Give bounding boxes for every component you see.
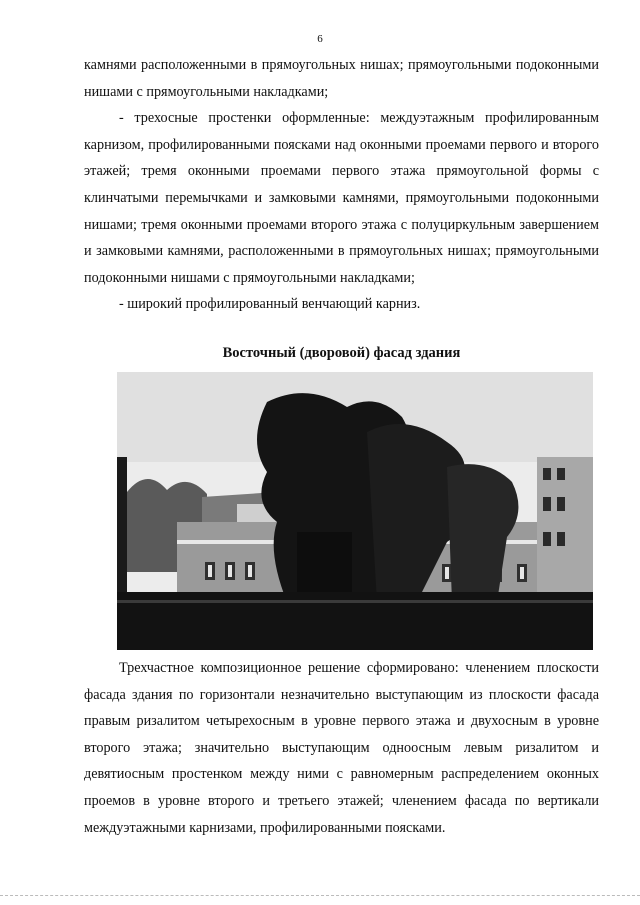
body-text-bottom bbox=[84, 655, 599, 841]
body-text-top bbox=[84, 52, 599, 318]
paragraph-composition: Трехчастное композиционное решение сформировано: членением плоскости фасада здания по горизонтали незначительно выступающим из плоскости фасада правым ризалитом четырехосным в уровне первого этажа и двухосным в уровне второго этажа; значительно выступающим одноосным левым ризалитом и девятиосным простенком между ними с равномерным распределением оконных проемов в уровне второго и третьего этажей; членением фасада по вертикали междуэтажными карнизами, профилированными поясками. bbox=[84, 660, 599, 836]
page-number: 6 bbox=[317, 33, 323, 45]
paragraph-piers: - трехосные простенки оформленные: междуэтажным профилированным карнизом, профилированными поясками над оконными проемами первого и второго этажей; тремя оконными проемами первого этажа прямоугольной формы с клинчатыми перемычками и замковыми камнями, прямоугольными подоконными нишами; тремя оконными проемами второго этажа с полуциркульным завершением и замковыми камнями, расположенными в прямоугольных нишах; прямоугольными подоконными нишами с прямоугольными накладками; bbox=[84, 110, 599, 286]
paragraph-continuation: камнями расположенными в прямоугольных нишах; прямоугольными подоконными нишами с прямоугольными накладками; bbox=[84, 57, 599, 100]
bottom-divider bbox=[0, 895, 640, 896]
facade-photo bbox=[117, 372, 593, 650]
photo-caption: Восточный (дворовой) фасад здания bbox=[222, 345, 461, 361]
paragraph-cornice: - широкий профилированный венчающий карниз. bbox=[119, 296, 421, 313]
